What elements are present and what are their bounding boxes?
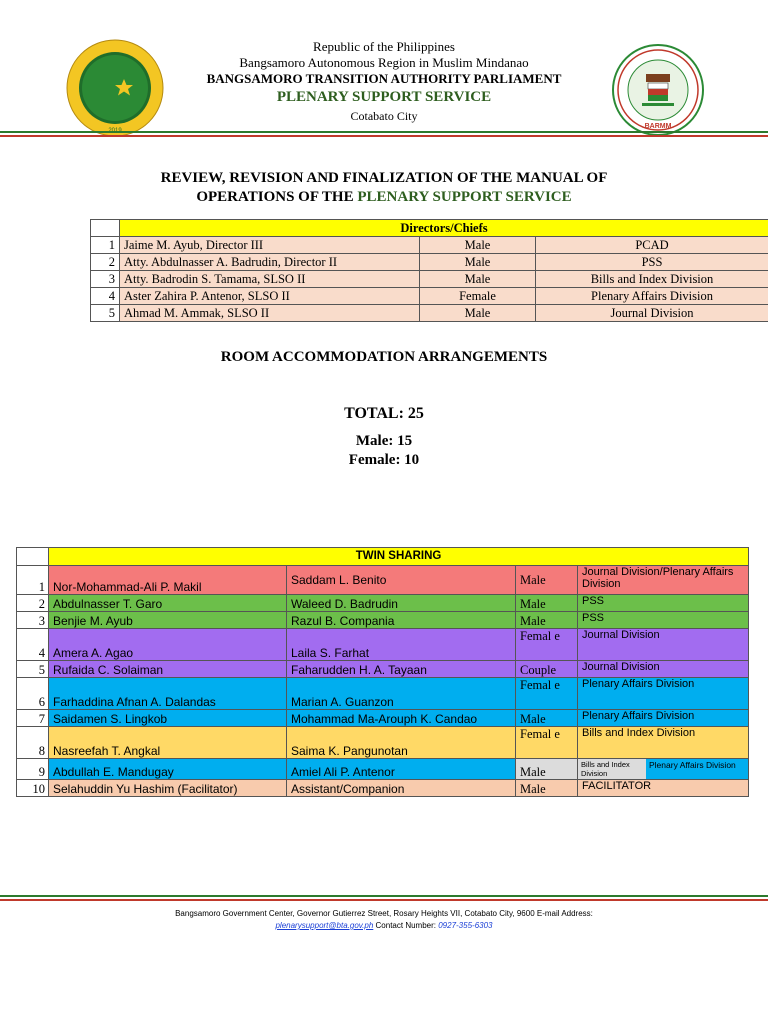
occupant-2: Razul B. Compania bbox=[287, 612, 516, 629]
title-highlight: PLENARY SUPPORT SERVICE bbox=[357, 189, 572, 205]
room-division: Plenary Affairs Division bbox=[578, 710, 749, 727]
occupant-2: Saima K. Pangunotan bbox=[287, 727, 516, 759]
directors-header-blank bbox=[91, 220, 120, 237]
row-number: 2 bbox=[91, 254, 120, 271]
occupant-2: Marian A. Guanzon bbox=[287, 678, 516, 710]
row-number: 9 bbox=[17, 759, 49, 780]
room-gender: Male bbox=[516, 566, 578, 595]
room-division: Bills and Index Division bbox=[578, 727, 749, 759]
table-row bbox=[17, 727, 749, 759]
director-gender: Male bbox=[420, 305, 536, 322]
female-count: Female: 10 bbox=[348, 452, 420, 468]
table-row bbox=[17, 595, 749, 612]
room-division: Plenary Affairs Division bbox=[578, 678, 749, 710]
occupant-1: Nor-Mohammad-Ali P. Makil bbox=[49, 566, 287, 595]
header-divider-green bbox=[0, 131, 768, 133]
table-row bbox=[91, 288, 768, 305]
director-name: Atty. Badrodin S. Tamama, SLSO II bbox=[120, 271, 420, 288]
occupant-1: Selahuddin Yu Hashim (Facilitator) bbox=[49, 780, 287, 797]
row-number: 3 bbox=[91, 271, 120, 288]
room-division: Journal Division bbox=[578, 661, 749, 678]
row-number: 8 bbox=[17, 727, 49, 759]
table-row bbox=[91, 254, 768, 271]
occupant-2: Waleed D. Badrudin bbox=[287, 595, 516, 612]
occupant-2: Faharudden H. A. Tayaan bbox=[287, 661, 516, 678]
director-gender: Female bbox=[420, 288, 536, 305]
row-number: 1 bbox=[17, 566, 49, 595]
table-row bbox=[17, 780, 749, 797]
occupant-1: Farhaddina Afnan A. Dalandas bbox=[49, 678, 287, 710]
table-row bbox=[91, 271, 768, 288]
row-number: 5 bbox=[17, 661, 49, 678]
footer-divider-green bbox=[0, 895, 768, 897]
total-count: TOTAL: 25 bbox=[344, 405, 424, 422]
room-gender: Male bbox=[516, 612, 578, 629]
occupant-2: Assistant/Companion bbox=[287, 780, 516, 797]
directors-table bbox=[90, 219, 768, 322]
row-number: 7 bbox=[17, 710, 49, 727]
room-division-a: Bills and Index Division bbox=[581, 760, 630, 778]
occupant-1: Benjie M. Ayub bbox=[49, 612, 287, 629]
document-title-line-2 bbox=[0, 189, 768, 206]
twin-sharing-table bbox=[16, 547, 749, 797]
room-division: Journal Division bbox=[578, 629, 749, 661]
room-division-b: Plenary Affairs Division bbox=[646, 759, 748, 779]
director-gender: Male bbox=[420, 271, 536, 288]
header-republic: Republic of the Philippines bbox=[313, 39, 455, 54]
occupant-2: Saddam L. Benito bbox=[287, 566, 516, 595]
row-number: 2 bbox=[17, 595, 49, 612]
director-office: PCAD bbox=[536, 237, 768, 254]
room-gender: Femal e bbox=[516, 678, 578, 710]
right-seal-bottom: BARMM bbox=[644, 123, 672, 130]
director-name: Jaime M. Ayub, Director III bbox=[120, 237, 420, 254]
occupant-1: Amera A. Agao bbox=[49, 629, 287, 661]
room-division-split bbox=[578, 759, 749, 780]
room-gender: Male bbox=[516, 759, 578, 780]
occupant-2: Mohammad Ma-Arouph K. Candao bbox=[287, 710, 516, 727]
director-name: Ahmad M. Ammak, SLSO II bbox=[120, 305, 420, 322]
header-region: Bangsamoro Autonomous Region in Muslim Mindanao bbox=[239, 55, 529, 70]
occupant-1: Abdulnasser T. Garo bbox=[49, 595, 287, 612]
table-row bbox=[17, 566, 749, 595]
row-number: 3 bbox=[17, 612, 49, 629]
room-division: PSS bbox=[578, 595, 749, 612]
director-gender: Male bbox=[420, 254, 536, 271]
room-gender: Male bbox=[516, 710, 578, 727]
table-row bbox=[17, 612, 749, 629]
occupant-2: Laila S. Farhat bbox=[287, 629, 516, 661]
table-row bbox=[17, 759, 749, 780]
row-number: 6 bbox=[17, 678, 49, 710]
room-section-title: ROOM ACCOMMODATION ARRANGEMENTS bbox=[220, 349, 548, 365]
table-row bbox=[17, 678, 749, 710]
header-authority: BANGSAMORO TRANSITION AUTHORITY PARLIAMENT bbox=[206, 71, 562, 86]
footer-divider-red bbox=[0, 899, 768, 901]
director-gender: Male bbox=[420, 237, 536, 254]
occupant-1: Abdullah E. Mandugay bbox=[49, 759, 287, 780]
footer-contact-label: Contact Number: bbox=[373, 921, 439, 930]
twin-header-blank bbox=[17, 548, 49, 566]
table-row bbox=[91, 305, 768, 322]
occupant-2: Amiel Ali P. Antenor bbox=[287, 759, 516, 780]
room-gender: Femal e bbox=[516, 727, 578, 759]
room-gender: Male bbox=[516, 595, 578, 612]
row-number: 4 bbox=[91, 288, 120, 305]
male-count: Male: 15 bbox=[355, 433, 413, 449]
footer-address: Bangsamoro Government Center, Governor Gutierrez Street, Rosary Heights VII, Cotabato City, 9600 E-mail Address: bbox=[175, 909, 593, 918]
director-office: PSS bbox=[536, 254, 768, 271]
row-number: 5 bbox=[91, 305, 120, 322]
header-city: Cotabato City bbox=[350, 109, 418, 123]
header-service: PLENARY SUPPORT SERVICE bbox=[276, 89, 492, 105]
row-number: 1 bbox=[91, 237, 120, 254]
room-division: FACILITATOR bbox=[578, 780, 749, 797]
director-office: Bills and Index Division bbox=[536, 271, 768, 288]
director-office: Journal Division bbox=[536, 305, 768, 322]
table-row bbox=[17, 661, 749, 678]
header-divider-red bbox=[0, 135, 768, 137]
director-name: Aster Zahira P. Antenor, SLSO II bbox=[120, 288, 420, 305]
footer-email-link[interactable]: plenarysupport@bta.gov.ph bbox=[275, 921, 374, 930]
twin-header: TWIN SHARING bbox=[49, 548, 749, 566]
row-number: 10 bbox=[17, 780, 49, 797]
occupant-1: Rufaida C. Solaiman bbox=[49, 661, 287, 678]
room-division: Journal Division/Plenary Affairs Division bbox=[578, 566, 749, 595]
directors-header-row bbox=[91, 220, 768, 237]
room-gender: Couple bbox=[516, 661, 578, 678]
director-office: Plenary Affairs Division bbox=[536, 288, 768, 305]
table-row bbox=[91, 237, 768, 254]
occupant-1: Saidamen S. Lingkob bbox=[49, 710, 287, 727]
twin-header-row bbox=[17, 548, 749, 566]
table-row bbox=[17, 629, 749, 661]
room-gender: Male bbox=[516, 780, 578, 797]
occupant-1: Nasreefah T. Angkal bbox=[49, 727, 287, 759]
row-number: 4 bbox=[17, 629, 49, 661]
room-gender: Femal e bbox=[516, 629, 578, 661]
title-prefix: OPERATIONS OF THE bbox=[196, 189, 358, 205]
director-name: Atty. Abdulnasser A. Badrudin, Director II bbox=[120, 254, 420, 271]
table-row bbox=[17, 710, 749, 727]
room-division: PSS bbox=[578, 612, 749, 629]
footer-phone: 0927-355-6303 bbox=[438, 921, 493, 930]
document-title-line-1: REVIEW, REVISION AND FINALIZATION OF THE MANUAL OF bbox=[160, 170, 608, 186]
directors-header: Directors/Chiefs bbox=[120, 220, 768, 237]
footer-contact bbox=[0, 921, 768, 930]
